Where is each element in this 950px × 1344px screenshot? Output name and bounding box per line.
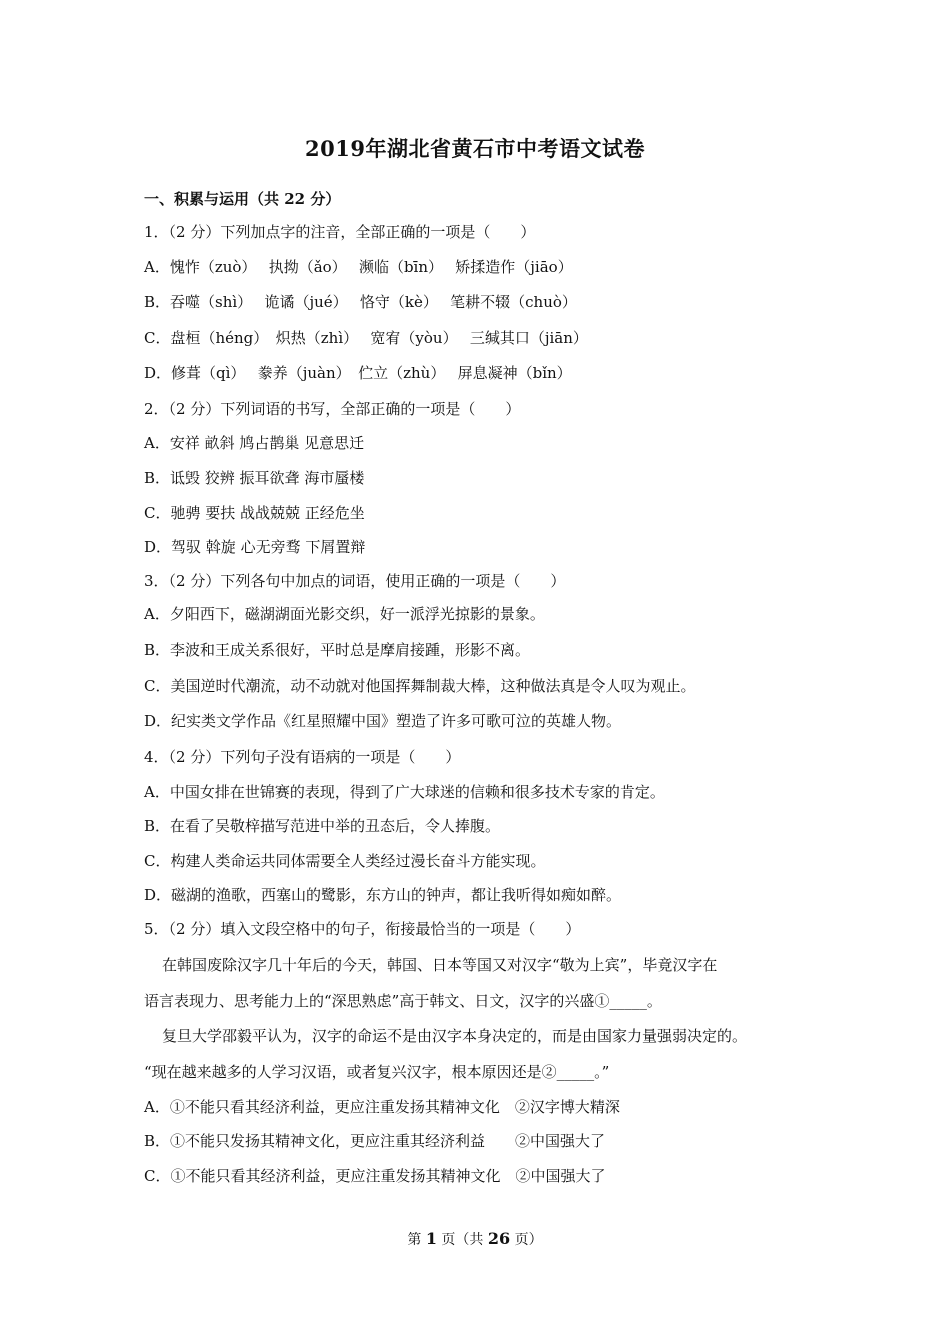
question-3-stem: 3．（2 分）下列各句中加点的词语，使用正确的一项是（ ） [144, 572, 566, 590]
question-2-option-c: C．驰骋 要扶 战战兢兢 正经危坐 [144, 504, 365, 522]
question-3-option-c: C．美国逆时代潮流，动不动就对他国挥舞制裁大棒，这种做法真是令人叹为观止。 [144, 677, 696, 695]
question-3-option-b: B．李波和王成关系很好，平时总是摩肩接踵，形影不离。 [144, 641, 531, 659]
question-2-option-b: B．诋毁 狡辨 振耳欲聋 海市蜃楼 [144, 469, 365, 487]
passage-line: “现在越来越多的人学习汉语，或者复兴汉字，根本原因还是②_____。” [144, 1063, 610, 1081]
question-3-option-a: A．夕阳西下，磁湖湖面光影交织，好一派浮光掠影的景象。 [144, 605, 545, 623]
footer-suffix: 页） [510, 1232, 543, 1248]
question-4-stem: 4．（2 分）下列句子没有语病的一项是（ ） [144, 748, 461, 766]
footer-total-pages: 26 [487, 1229, 511, 1248]
question-1-stem: 1．（2 分）下列加点字的注音，全部正确的一项是（ ） [144, 223, 536, 241]
question-5-stem: 5．（2 分）填入文段空格中的句子，衔接最恰当的一项是（ ） [144, 920, 581, 938]
question-5-option-a: A．①不能只看其经济利益，更应注重发扬其精神文化 ②汉字博大精深 [144, 1098, 620, 1116]
footer-page-number: 1 [425, 1229, 437, 1248]
page-footer [0, 1229, 950, 1249]
section-heading: 一、积累与运用（共 22 分） [144, 190, 341, 208]
passage-line: 复旦大学邵毅平认为，汉字的命运不是由汉字本身决定的，而是由国家力量强弱决定的。 [162, 1027, 748, 1045]
question-5-option-b: B．①不能只发扬其精神文化，更应注重其经济利益 ②中国强大了 [144, 1132, 606, 1150]
question-2-option-d: D．驾驭 斡旋 心无旁骛 下屑置辩 [144, 538, 366, 556]
footer-prefix: 第 [407, 1232, 426, 1248]
question-1-option-c: C．盘桓（héng） 炽热（zhì） 宽宥（yòu） 三缄其口（jiān） [144, 329, 588, 347]
question-2-stem: 2．（2 分）下列词语的书写，全部正确的一项是（ ） [144, 400, 521, 418]
question-5-option-c: C．①不能只看其经济利益，更应注重发扬其精神文化 ②中国强大了 [144, 1167, 606, 1185]
footer-middle: 页（共 [436, 1232, 488, 1248]
question-2-option-a: A．安祥 畝斜 鸠占鹊巢 见意思迁 [144, 434, 365, 452]
question-1-option-d: D．修葺（qì） 豢养（juàn） 伫立（zhù） 屏息凝神（bǐn） [144, 364, 572, 382]
passage-line: 语言表现力、思考能力上的“深思熟虑”高于韩文、日文，汉字的兴盛①_____。 [144, 992, 662, 1010]
question-3-option-d: D．纪实类文学作品《红星照耀中国》塑造了许多可歌可泣的英雄人物。 [144, 712, 622, 730]
question-4-option-c: C．构建人类命运共同体需要全人类经过漫长奋斗方能实现。 [144, 852, 546, 870]
question-4-option-d: D．磁湖的渔歌，西塞山的鹭影，东方山的钟声，都让我听得如痴如醉。 [144, 886, 622, 904]
page-title: 2019年湖北省黄石市中考语文试卷 [305, 136, 645, 161]
passage-line: 在韩国废除汉字几十年后的今天，韩国、日本等国又对汉字“敬为上宾”，毕竟汉字在 [162, 956, 718, 974]
question-4-option-b: B．在看了吴敬梓描写范进中举的丑态后，令人捧腹。 [144, 817, 501, 835]
question-1-option-b: B．吞噬（shì） 诡谲（jué） 恪守（kè） 笔耕不辍（chuò） [144, 293, 577, 311]
question-1-option-a: A．愧怍（zuò） 执拗（ǎo） 濒临（bīn） 矫揉造作（jiāo） [144, 258, 573, 276]
question-4-option-a: A．中国女排在世锦赛的表现，得到了广大球迷的信赖和很多技术专家的肯定。 [144, 783, 665, 801]
